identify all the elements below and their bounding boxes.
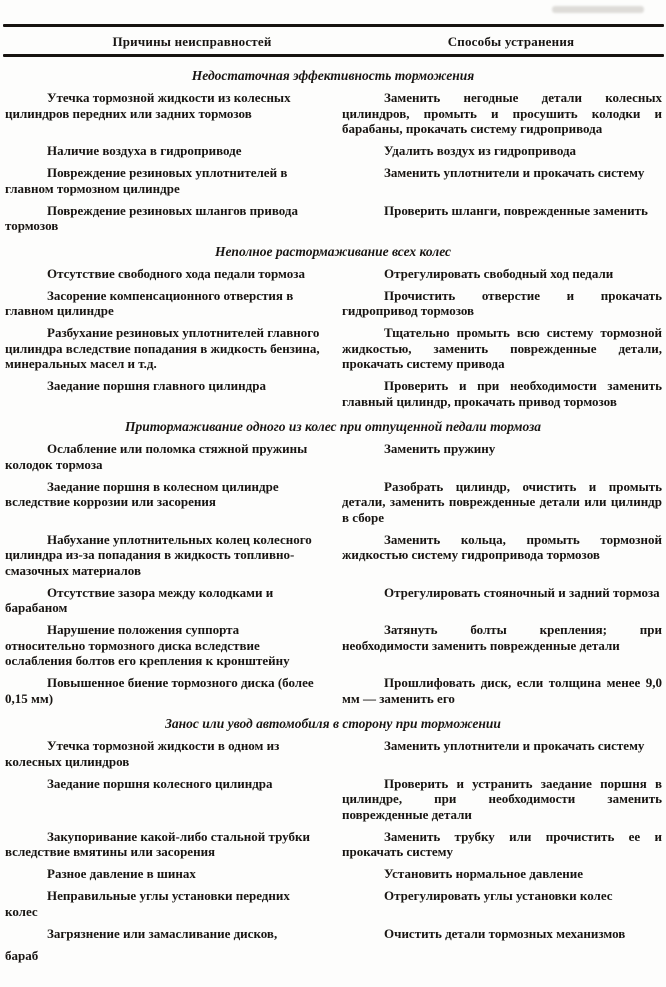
- column-header-causes: Причины неисправностей: [112, 34, 272, 49]
- table-row: [0, 165, 666, 196]
- cause-cell: Повышенное биение тормозного диска (более 0,15 мм): [5, 675, 314, 706]
- remedy-cell: Очистить детали тормозных механизмов: [384, 925, 626, 941]
- cause-cell: Неправильные углы установки передних колес: [5, 888, 290, 919]
- cause-cell: Утечка тормозной жидкости из колесных цилиндров передних или задних тормозов: [5, 90, 291, 121]
- cause-cell: Нарушение положения суппорта относительно тормозного диска вследствие ослабления болтов его крепления к кронштейну: [5, 622, 290, 668]
- table-row: [0, 479, 666, 526]
- table-row: [0, 143, 666, 159]
- remedy-cell: Заменить негодные детали колесных цилиндров, промыть и просушить колодки и барабаны, прокачать систему гидропривода: [342, 90, 662, 136]
- table-row: [0, 378, 666, 409]
- remedy-cell: Проверить шланги, поврежденные заменить: [384, 202, 648, 218]
- table-row: [0, 675, 666, 706]
- table-header-rule: [3, 54, 664, 57]
- table-row: [0, 738, 666, 769]
- table-row: [0, 266, 666, 282]
- section-title: Недостаточная эффективность торможения: [191, 68, 475, 83]
- remedy-cell: Тщательно промыть всю систему тормозной жидкостью, заменить поврежденные детали, прокачать систему привода: [342, 325, 662, 371]
- remedy-cell: Заменить уплотнители и прокачать систему: [384, 738, 645, 753]
- table-row: [0, 926, 666, 942]
- table-row: [0, 441, 666, 472]
- cause-cell: Загрязнение или замасливание дисков,: [47, 925, 278, 941]
- remedy-cell: Заменить уплотнители и прокачать систему: [384, 165, 645, 180]
- remedy-cell: Разобрать цилиндр, очистить и промыть детали, заменить поврежденные детали или цилиндр в сборе: [342, 478, 662, 525]
- section-title: Неполное растормаживание всех колес: [214, 243, 452, 259]
- table-row: [0, 866, 666, 882]
- remedy-cell: Прошлифовать диск, если толщина менее 9,0 мм — заменить его: [342, 675, 662, 706]
- remedy-cell: Заменить трубку или прочистить ее и прокачать систему: [342, 828, 662, 859]
- remedy-cell: Отрегулировать стояночный и задний тормоза: [384, 584, 660, 600]
- remedy-cell: Установить нормальное давление: [384, 866, 583, 881]
- table-row: [0, 776, 666, 823]
- cause-cell: Разбухание резиновых уплотнителей главного цилиндра вследствие попадания в жидкость бензина, минеральных масел и т.д.: [5, 325, 320, 371]
- table-row: [0, 532, 666, 579]
- section-title: Занос или увод автомобиля в сторону при торможении: [165, 716, 501, 731]
- cause-cell: Закупоривание какой-либо стальной трубки вследствие вмятины или засорения: [5, 828, 310, 859]
- cause-cell: Засорение компенсационного отверстия в главном цилиндре: [5, 287, 294, 318]
- cause-cell: Отсутствие свободного хода педали тормоза: [47, 265, 305, 281]
- table-row: [0, 203, 666, 234]
- table-row: [0, 829, 666, 860]
- remedy-cell: Заменить кольца, промыть тормозной жидкостью систему гидропривода тормозов: [342, 531, 662, 562]
- cause-cell: Утечка тормозной жидкости в одном из колесных цилиндров: [5, 738, 280, 769]
- remedy-cell: Отрегулировать свободный ход педали: [384, 265, 614, 281]
- table-header: [0, 34, 666, 50]
- table-body: [0, 58, 666, 963]
- scan-artifact: [552, 6, 644, 13]
- remedy-cell: Заменить пружину: [384, 441, 496, 456]
- remedy-cell: Прочистить отверстие и прокачать гидропривод тормозов: [342, 287, 662, 318]
- cause-cell: Набухание уплотнительных колец колесного цилиндра из-за попадания в жидкость топливно-смазочных материалов: [5, 531, 312, 578]
- cause-cell: Заедание поршня колесного цилиндра: [47, 775, 273, 791]
- cause-cell: Отсутствие зазора между колодками и барабаном: [5, 584, 274, 615]
- remedy-cell: Проверить и устранить заедание поршня в цилиндре, при необходимости заменить поврежденные детали: [342, 775, 662, 822]
- cause-cell: Повреждение резиновых шлангов привода тормозов: [5, 202, 299, 233]
- remedy-cell: Проверить и при необходимости заменить главный цилиндр, прокачать привод тормозов: [342, 378, 662, 409]
- table-row: [0, 888, 666, 919]
- table-row: [0, 325, 666, 372]
- table-row: [0, 622, 666, 669]
- cause-cell: Заедание поршня главного цилиндра: [47, 378, 266, 393]
- clipped-continuation-text: бараб: [5, 947, 39, 963]
- table-row: [0, 288, 666, 319]
- table-top-rule: [3, 24, 664, 27]
- table-row: [0, 90, 666, 137]
- column-header-remedies: Способы устранения: [447, 34, 575, 49]
- remedy-cell: Отрегулировать углы установки колес: [384, 888, 613, 903]
- remedy-cell: Удалить воздух из гидропривода: [384, 143, 577, 158]
- cause-cell: Заедание поршня в колесном цилиндре вследствие коррозии или засорения: [5, 478, 279, 509]
- cause-cell: Наличие воздуха в гидроприводе: [47, 143, 242, 158]
- cause-cell: Ослабление или поломка стяжной пружины колодок тормоза: [5, 441, 308, 472]
- cause-cell: Разное давление в шинах: [47, 866, 196, 881]
- section-title: Притормаживание одного из колес при отпущенной педали тормоза: [124, 419, 542, 434]
- remedy-cell: Затянуть болты крепления; при необходимости заменить поврежденные детали: [342, 622, 662, 653]
- cause-cell: Повреждение резиновых уплотнителей в главном тормозном цилиндре: [5, 165, 288, 196]
- table-row: [0, 585, 666, 616]
